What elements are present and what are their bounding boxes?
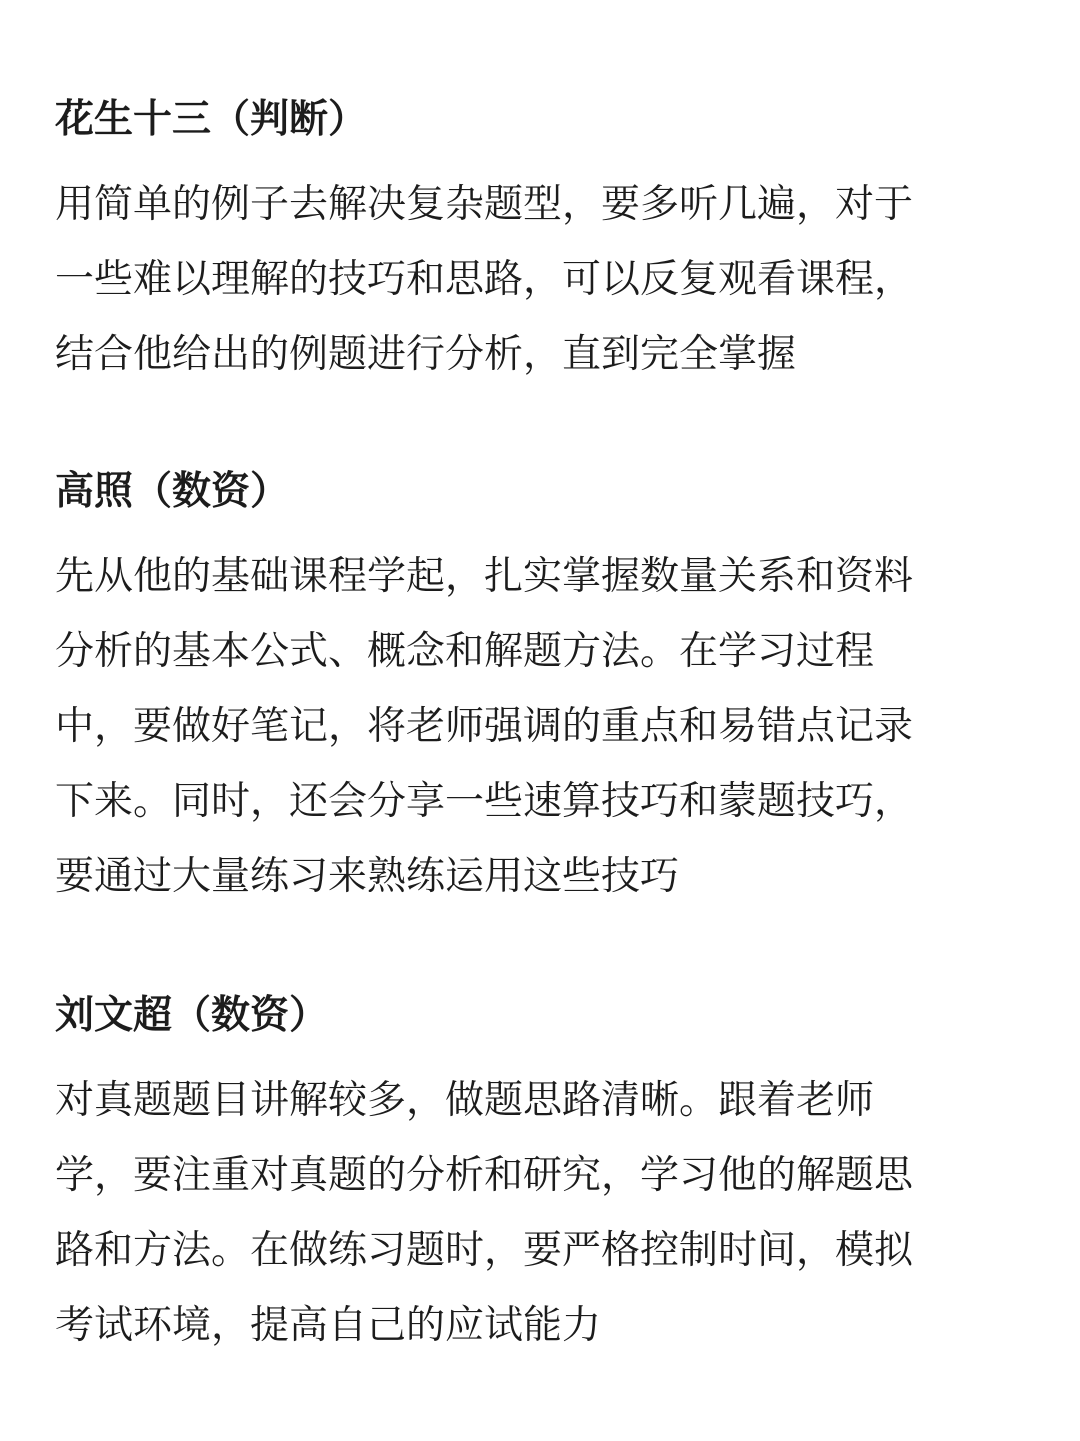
body-line: 用简单的例子去解决复杂题型，要多听几遍，对于 [55,182,914,227]
section-body [55,167,1015,392]
section-body [55,1063,1015,1363]
body-line: 要通过大量练习来熟练运用这些技巧 [55,854,680,899]
body-line: 结合他给出的例题进行分析，直到完全掌握 [55,332,797,377]
body-line: 下来。同时，还会分享一些速算技巧和蒙题技巧， [55,779,914,824]
body-line: 对真题题目讲解较多，做题思路清晰。跟着老师 [55,1078,875,1123]
section-body [55,539,1015,914]
body-line: 路和方法。在做练习题时，要严格控制时间，模拟 [55,1228,914,1273]
section-huasheng [55,96,1015,392]
body-line: 分析的基本公式、概念和解题方法。在学习过程 [55,629,875,674]
section-gaozhao [55,468,1015,914]
body-line: 一些难以理解的技巧和思路，可以反复观看课程， [55,257,914,302]
section-liuwenchao [55,992,1015,1363]
body-line: 先从他的基础课程学起，扎实掌握数量关系和资料 [55,554,914,599]
body-line: 中，要做好笔记，将老师强调的重点和易错点记录 [55,704,914,749]
section-title: 刘文超（数资） [55,993,329,1038]
section-title: 高照（数资） [55,469,290,514]
section-title: 花生十三（判断） [55,97,368,142]
body-line: 学，要注重对真题的分析和研究，学习他的解题思 [55,1153,914,1198]
body-line: 考试环境，提高自己的应试能力 [55,1303,602,1348]
